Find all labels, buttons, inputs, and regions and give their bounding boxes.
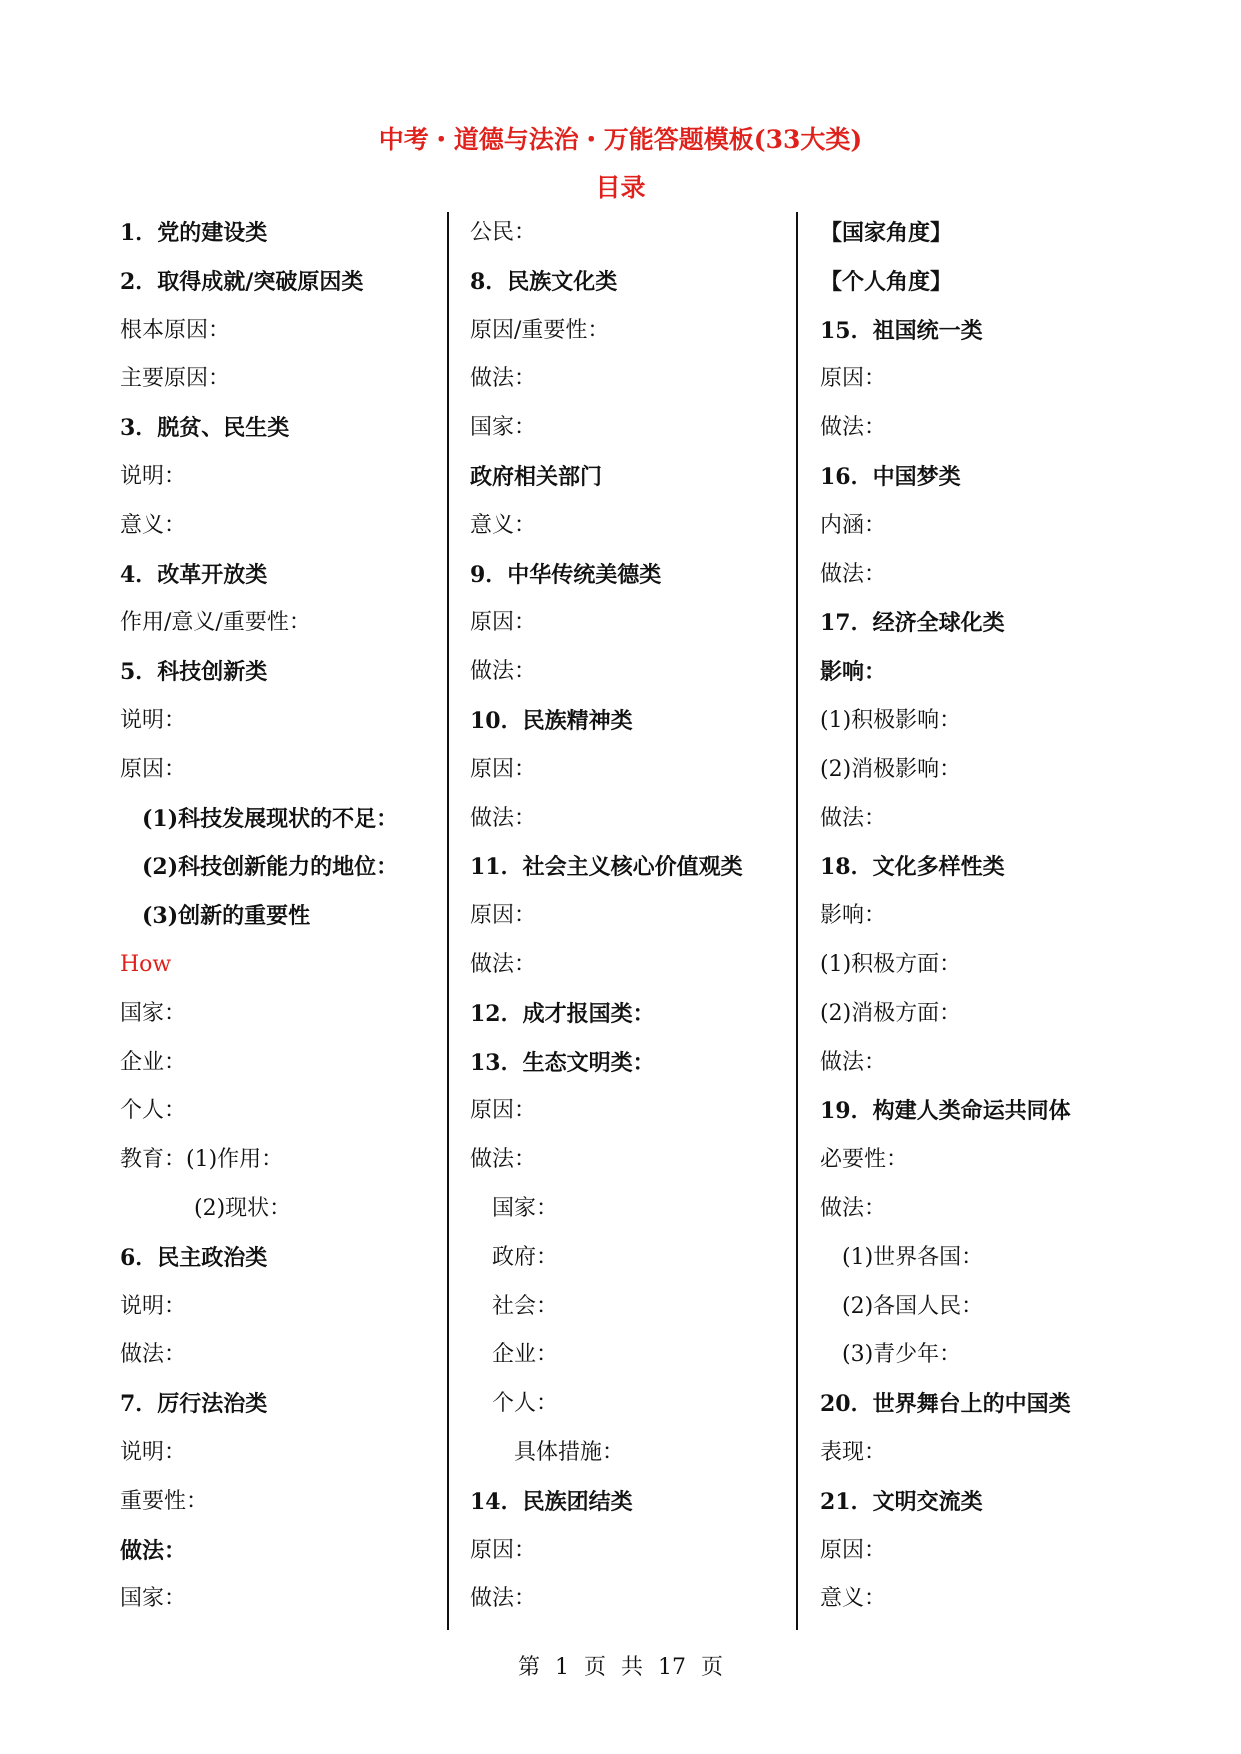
toc-sub-item: 必要性： bbox=[820, 1147, 909, 1173]
toc-sub-item: How bbox=[120, 951, 172, 977]
toc-sub-item: 做法： bbox=[820, 415, 887, 441]
toc-sub-item: 说明： bbox=[120, 707, 187, 733]
toc-sub-item: (1)积极影响： bbox=[820, 707, 962, 733]
toc-heading-item: 18．文化多样性类 bbox=[820, 854, 1005, 881]
toc-sub-item: 意义： bbox=[820, 1586, 887, 1612]
toc-sub-item: 重要性： bbox=[120, 1488, 209, 1514]
toc-heading-item: 影响： bbox=[820, 659, 887, 686]
toc-heading-item: 14．民族团结类 bbox=[470, 1488, 633, 1515]
toc-heading-item: 5．科技创新类 bbox=[120, 659, 268, 686]
toc-heading-item: 2．取得成就/突破原因类 bbox=[120, 268, 364, 295]
toc-sub-item: 原因： bbox=[120, 756, 187, 782]
toc-heading: 目录 bbox=[595, 173, 646, 202]
column-divider bbox=[796, 212, 798, 1630]
toc-heading-item: 【国家角度】 bbox=[820, 220, 953, 246]
toc-column-3 bbox=[820, 212, 1140, 1627]
toc-heading-item: 19．构建人类命运共同体 bbox=[820, 1098, 1071, 1125]
toc-heading-item: 17．经济全球化类 bbox=[820, 610, 1005, 637]
toc-sub-item: (2)各国人民： bbox=[842, 1293, 984, 1319]
toc-sub-item: 原因： bbox=[820, 1537, 887, 1563]
toc-sub-item: (2)消极影响： bbox=[820, 756, 962, 782]
toc-heading-item: 9．中华传统美德类 bbox=[470, 561, 662, 588]
toc-sub-item: 公民： bbox=[470, 220, 537, 245]
toc-heading-item: 7．厉行法治类 bbox=[120, 1391, 268, 1418]
toc-sub-item: 企业： bbox=[492, 1342, 559, 1368]
toc-heading-item: 8．民族文化类 bbox=[470, 268, 618, 295]
toc-sub-item: 原因： bbox=[470, 756, 537, 782]
toc-sub-item: 教育：(1)作用： bbox=[120, 1147, 284, 1173]
toc-sub-item: 做法： bbox=[120, 1342, 187, 1368]
column-divider bbox=[447, 212, 449, 1630]
toc-heading-item: 1．党的建设类 bbox=[120, 220, 268, 246]
toc-sub-item: 原因/重要性： bbox=[470, 317, 610, 343]
toc-heading-item: 21．文明交流类 bbox=[820, 1488, 983, 1515]
toc-sub-item: 做法： bbox=[470, 659, 537, 685]
toc-heading-item: 12．成才报国类： bbox=[470, 1000, 655, 1027]
toc-column-1 bbox=[120, 212, 440, 1627]
toc-sub-item: 企业： bbox=[120, 1049, 187, 1075]
toc-heading-item: 10．民族精神类 bbox=[470, 707, 633, 734]
toc-sub-item: 原因： bbox=[470, 610, 537, 636]
toc-sub-item: 意义： bbox=[120, 512, 187, 538]
toc-sub-item: 做法： bbox=[820, 1195, 887, 1221]
toc-sub-item: 意义： bbox=[470, 512, 537, 538]
toc-sub-item: (3)青少年： bbox=[842, 1342, 962, 1368]
toc-sub-item: 做法： bbox=[470, 1147, 537, 1173]
toc-sub-item: (2)现状： bbox=[194, 1195, 292, 1221]
toc-sub-item: 政府： bbox=[492, 1244, 559, 1270]
toc-heading-item: 13．生态文明类： bbox=[470, 1049, 655, 1076]
toc-sub-item: 做法： bbox=[820, 1049, 887, 1075]
toc-sub-item: 做法： bbox=[470, 1586, 537, 1612]
toc-sub-item: 国家： bbox=[120, 1586, 187, 1612]
toc-sub-item: 国家： bbox=[470, 415, 537, 441]
toc-heading-item: 11．社会主义核心价值观类 bbox=[470, 854, 743, 881]
toc-sub-item: 做法： bbox=[470, 951, 537, 977]
toc-heading-item: 16．中国梦类 bbox=[820, 463, 961, 490]
toc-sub-item: (2)消极方面： bbox=[820, 1000, 962, 1026]
toc-sub-item: (1)世界各国： bbox=[842, 1244, 984, 1270]
toc-sub-item: 作用/意义/重要性： bbox=[120, 610, 311, 636]
toc-column-2 bbox=[470, 212, 790, 1627]
toc-heading-item: 15．祖国统一类 bbox=[820, 317, 983, 344]
toc-heading-item: 20．世界舞台上的中国类 bbox=[820, 1391, 1071, 1418]
toc-sub-item: 社会： bbox=[492, 1293, 559, 1319]
page-footer: 第 1 页 共 17 页 bbox=[518, 1655, 723, 1680]
toc-sub-item: 影响： bbox=[820, 903, 887, 929]
toc-sub-item: 具体措施： bbox=[514, 1439, 625, 1465]
toc-sub-item: 说明： bbox=[120, 1293, 187, 1319]
toc-sub-item: 原因： bbox=[820, 366, 887, 392]
toc-heading-item: (2)科技创新能力的地位： bbox=[142, 854, 399, 881]
toc-sub-item: 做法： bbox=[470, 805, 537, 831]
toc-sub-item: 内涵： bbox=[820, 512, 887, 538]
toc-sub-item: 做法： bbox=[470, 366, 537, 392]
toc-sub-item: 做法： bbox=[820, 561, 887, 587]
toc-sub-item: 说明： bbox=[120, 463, 187, 489]
toc-sub-item: 原因： bbox=[470, 1537, 537, 1563]
toc-heading-item: 【个人角度】 bbox=[820, 268, 953, 295]
toc-heading-item: 政府相关部门 bbox=[470, 463, 603, 490]
document-title: 中考・道德与法治・万能答题模板(33大类) bbox=[378, 125, 863, 154]
toc-sub-item: (1)积极方面： bbox=[820, 951, 962, 977]
toc-sub-item: 国家： bbox=[492, 1195, 559, 1221]
toc-heading-item: 6．民主政治类 bbox=[120, 1244, 268, 1271]
toc-sub-item: 原因： bbox=[470, 903, 537, 929]
toc-heading-item: 3．脱贫、民生类 bbox=[120, 415, 290, 442]
toc-heading-item: (3)创新的重要性 bbox=[142, 903, 311, 930]
toc-sub-item: 说明： bbox=[120, 1439, 187, 1465]
toc-sub-item: 做法： bbox=[820, 805, 887, 831]
toc-heading-item: (1)科技发展现状的不足： bbox=[142, 805, 399, 832]
toc-sub-item: 个人： bbox=[120, 1098, 187, 1124]
toc-heading-item: 4．改革开放类 bbox=[120, 561, 268, 588]
toc-sub-item: 国家： bbox=[120, 1000, 187, 1026]
toc-sub-item: 表现： bbox=[820, 1439, 887, 1465]
toc-sub-item: 个人： bbox=[492, 1391, 559, 1417]
toc-sub-item: 原因： bbox=[470, 1098, 537, 1124]
toc-heading-item: 做法： bbox=[120, 1537, 187, 1564]
toc-sub-item: 根本原因： bbox=[120, 317, 231, 343]
toc-sub-item: 主要原因： bbox=[120, 366, 231, 392]
